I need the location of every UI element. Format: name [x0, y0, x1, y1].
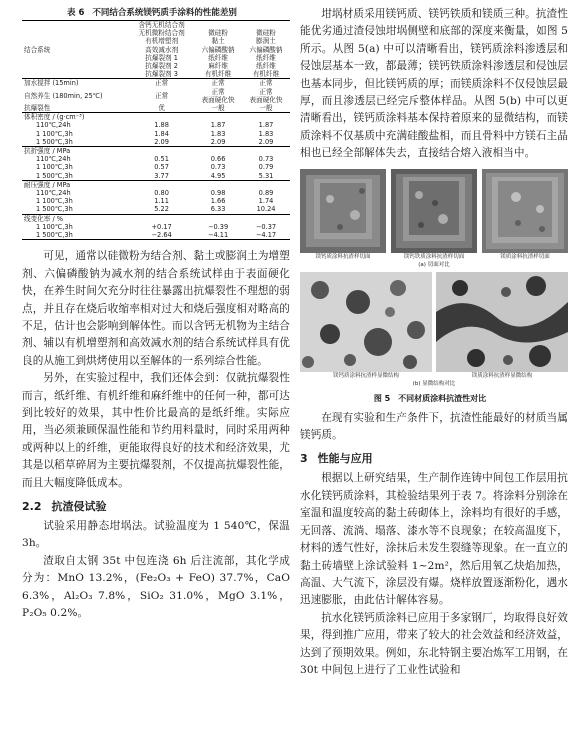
figure-number: 图 5: [373, 393, 391, 403]
right-paragraph-1: 坩埚材质采用镁钙质、镁钙铁质和镁质三种。抗渣性能优劣通过渣侵蚀坩埚侧壁和底部的深度来衡量，如图 5 所示。从图 5(a) 中可以清晰看出，镁钙质涂料渗透层和侵蚀层基本一致，都最薄；镁钙铁质涂料渗透层和侵蚀层也基本同步，但比镁钙质的厚；而镁质涂料不仅侵蚀层最厚，而且渗透层已经完斥整体样品。从图 5(b) 中可以更清晰看出，镁钙质涂料基本保持着原来的显微结构，而镁质涂料不仅基质中充满硅酸盐相，而且骨料中方镁石主晶相也已经全部解体失去，直接结合熔入液相当中。: [300, 8, 568, 160]
photo-caption: 镁钙质涂料抗渣样切面: [315, 253, 371, 260]
table-row: [22, 88, 290, 104]
table-row: [22, 79, 290, 88]
table-row: [22, 189, 290, 197]
table-group-row: [22, 113, 290, 122]
table-row: [22, 197, 290, 205]
left-paragraph-4: 渣取自太钢 35t 中包连浇 6h 后注流部，其化学成分为：MnO 13.2%，(Fe₂O₃ + FeO) 37.7%，CaO 6.3%，Al₂O₃ 7.8%，SiO₂ 31.0%，MgO 3.1%，P₂O₅ 0.2%。: [22, 554, 290, 619]
table-cell: 2.09: [210, 137, 226, 146]
table-cell: 1.87: [258, 121, 274, 130]
table-group-row: [22, 180, 290, 189]
left-paragraph-2: 另外，在实验过程中，我们还体会到：仅就抗爆裂性而言，纸纤维、有机纤维和麻纤维中的任何一种，都可达到比较好的效果，其中性价比最高的是纸纤维。实际应用，当必须兼顾保温性能和节约用料量时，同时采用两种或两种以上的纤维，更能取得良好的技术和经济效果，尤其是以稻草碎屑为主要抗爆裂剂，不仅提高抗爆裂性能，而且大幅度降低成本。: [22, 372, 290, 489]
cross-section-photo: [482, 169, 568, 253]
table-cell: 0.57: [154, 163, 169, 172]
table-cell: 2.09: [258, 137, 274, 146]
table-cell: 5.31: [258, 171, 274, 180]
figure-row-a: [300, 169, 568, 261]
cross-section-photo: [300, 169, 386, 253]
table-cell: 一般: [259, 104, 273, 113]
section-heading-3: [300, 450, 568, 466]
photo-caption: 镁钙铁质涂料抗渣样切面: [403, 253, 465, 260]
figure-subcaption-b: (b) 显微结构对比: [412, 380, 456, 387]
table-cell: −2.64: [129, 231, 194, 240]
table-cell: −0.39: [207, 222, 229, 231]
table-condition: 1 100℃,3h: [36, 222, 73, 231]
table-cell: 有机纤维: [204, 70, 232, 79]
table-cell: 微硅粉: [208, 29, 228, 38]
table-condition: 110℃,24h: [36, 155, 71, 164]
table-condition: 110℃,24h: [36, 189, 71, 198]
table-row: [22, 205, 290, 214]
table-condition: 1 500℃,3h: [22, 231, 129, 240]
table-cell: 六偏磷酸钠: [249, 45, 283, 54]
table-row: [22, 121, 290, 129]
right-paragraph-2: 在现有实验和生产条件下，抗渣性能最好的材质当属镁钙质。: [300, 411, 568, 442]
photo-cell-a2: [391, 169, 477, 261]
table-row: [22, 138, 290, 147]
table-cell: 一般: [211, 104, 225, 113]
table-row: [22, 223, 290, 231]
table-row: [22, 130, 290, 138]
table-cell: [194, 21, 242, 30]
table-cell: 微硅粉: [256, 29, 276, 38]
right-column: [300, 6, 568, 679]
table-cell: 纸纤维: [208, 53, 228, 62]
table-cell: 0.51: [154, 155, 169, 164]
table-cell: 含钙无机结合剂: [129, 21, 194, 30]
table-cell: 正常: [242, 79, 290, 88]
table-cell: 0.89: [258, 189, 274, 198]
table-cell: 麻纤维: [208, 62, 228, 71]
table-condition: 1 500℃,3h: [36, 137, 73, 146]
table-cell: 正常: [155, 91, 169, 100]
section-title: 抗渣侵试验: [51, 499, 107, 513]
table-cell: 1.11: [154, 197, 169, 206]
right-paragraph-4: 抗水化镁钙质涂料已应用于多家钢厂，均取得良好效果，得到推广应用，带来了较大的社会效益和经济效益，达到了预期效果。例如，东北特钢主要冶炼军工用钢，在 30t 中间包上进行了工业性试验和: [300, 611, 568, 676]
table-condition: 1 500℃,3h: [36, 205, 73, 214]
table-cell: 抗爆裂剂 1: [145, 53, 178, 62]
table-condition: 110℃,24h: [36, 121, 71, 130]
table-cell: 4.95: [210, 171, 226, 180]
table-cell: 6.33: [210, 205, 226, 214]
section-number: 2.2: [22, 499, 42, 513]
table-cell: 抗爆裂剂 3: [145, 70, 178, 79]
table-header-row: [22, 21, 290, 30]
figure-title: 不同材质涂料抗渣性对比: [398, 393, 487, 403]
table-group-row: [22, 147, 290, 156]
table-cell: 高效减水剂: [145, 45, 179, 54]
table-group-label: 结合系统: [22, 21, 129, 79]
table-cell: 1.87: [210, 121, 226, 130]
table-row: [22, 231, 290, 240]
left-column: [22, 6, 290, 622]
table-cell: 正常 表面硬化快: [201, 87, 235, 104]
figure-5: [300, 169, 568, 404]
table-group-label: 耐压强度 / MPa: [22, 180, 290, 189]
photo-caption: 镁质涂料抗渣样切面: [500, 253, 550, 260]
photo-cell-b1: [300, 272, 432, 380]
right-paragraph-3: 根据以上研究结果，生产制作连铸中间包工作层用抗水化镁钙质涂料，其检验结果列于表 7。将涂料分别涂在室温和温度较高的黏土砖砌体上，涂料均有很好的手感，无回落、流淌、塌落、漆水等不良现象；在较高温度下，材料的透气性好，涂抹后未发生裂缝等现象。在一直立的黏土砖墙壁上涂试验料 1~2m²，然后用氧乙炔焰加热，高温、大气流下，涂层没有爆。烧样放置逐渐粉化，遇水迅速膨胀，由此估计解体容易。: [300, 472, 568, 607]
table-row-label: 抗爆裂性: [24, 104, 51, 113]
performance-table: [22, 20, 290, 240]
cross-section-photo: [391, 169, 477, 253]
table-cell: 抗爆裂剂 2: [145, 62, 178, 71]
photo-cell-a3: [482, 169, 568, 261]
table-number: 表 6: [67, 8, 85, 18]
table-cell: 正常: [129, 79, 194, 88]
microstructure-photo: [436, 272, 568, 372]
table-cell: 3.77: [154, 171, 169, 180]
table-cell: 0.73: [258, 155, 274, 164]
table-cell: [242, 21, 290, 30]
table-group-label: 线变化率 / %: [22, 214, 290, 223]
table-cell: −0.37: [255, 222, 277, 231]
table-row: [22, 104, 290, 113]
table-condition: 1 100℃,3h: [36, 197, 73, 206]
table-row: [22, 172, 290, 181]
table-cell: 无机微粉结合剂: [138, 29, 185, 38]
table-row: [22, 163, 290, 171]
table-condition: 1 500℃,3h: [36, 171, 73, 180]
figure-subcaption-a: (a) 切面对比: [418, 261, 450, 268]
table-cell: 0.73: [210, 163, 226, 172]
table-cell: 正常: [194, 79, 242, 88]
table-cell: 有机增塑剂: [145, 37, 179, 46]
table-cell: 0.98: [210, 189, 226, 198]
section-number: 3: [300, 452, 308, 466]
table-cell: 膨润土: [256, 37, 276, 46]
table-cell: 纸纤维: [256, 53, 276, 62]
table-cell: 正常 表面硬化快: [249, 87, 283, 104]
table-cell: 纸纤维: [256, 62, 276, 71]
table-group-label: 体积密度 / (g·cm⁻³): [22, 113, 290, 122]
table-cell: 5.22: [154, 205, 169, 214]
table-cell: 0.79: [258, 163, 274, 172]
table-caption: [22, 6, 290, 18]
photo-cell-b2: [436, 272, 568, 380]
table-row: [22, 155, 290, 163]
left-paragraph-1: 可见，通常以硅微粉为结合剂、黏土或膨润土为增塑剂、六偏磷酸钠为减水剂的结合系统试样由于表面硬化快，在养生时间欠充分时往往暴露出抗爆裂性不理想的弱点，并且存在烧后收缩率相对过大和烧后强度相对略高的不足，估计也会影响到解体性。而以含钙无机物为主结合剂、辅以有机增塑剂和高效减水剂的结合系统试样具有优良的从施工到烘烤使用以至解体的一系列综合性能。: [22, 250, 290, 367]
table-cell: +0.17: [151, 222, 172, 231]
table-cell: 有机纤维: [252, 70, 280, 79]
table-cell: 黏土: [211, 37, 225, 46]
table-row-label: 加水搅拌 (15min): [22, 79, 129, 88]
table-cell: 六偏磷酸钠: [201, 45, 235, 54]
table-cell: −4.17: [242, 231, 290, 240]
table-cell: 1.83: [210, 129, 226, 138]
table-cell: −4.11: [194, 231, 242, 240]
photo-caption: 镁钙质涂料抗渣样显微结构: [332, 372, 399, 379]
table-condition: 1 100℃,3h: [36, 163, 73, 172]
table-row-label: 自然养生 (180min, 25℃): [24, 91, 103, 100]
table-cell: 1.83: [258, 129, 274, 138]
table-cell: 10.24: [256, 205, 276, 214]
table-cell: 2.09: [154, 137, 169, 146]
table-cell: 优: [158, 104, 165, 113]
table-title: 不同结合系统镁钙质手涂料的性能差别: [92, 8, 237, 18]
table-group-row: [22, 214, 290, 223]
table-cell: 0.80: [154, 189, 169, 198]
table-cell: 1.84: [154, 129, 169, 138]
photo-caption: 镁质涂料抗渣样显微结构: [471, 372, 533, 379]
table-cell: 1.88: [154, 121, 169, 130]
table-cell: 1.66: [210, 197, 226, 206]
table-group-label: 抗折强度 / MPa: [22, 147, 290, 156]
microstructure-photo: [300, 272, 432, 372]
section-heading-2-2: [22, 498, 290, 514]
table-condition: 1 100℃,3h: [36, 129, 73, 138]
table-cell: 0.66: [210, 155, 226, 164]
figure-caption: [300, 393, 568, 404]
left-paragraph-3: 试验采用静态坩埚法。试验温度为 1 540℃，保温 3h。: [22, 519, 290, 550]
figure-row-b: [300, 272, 568, 380]
photo-cell-a1: [300, 169, 386, 261]
table-cell: 1.74: [258, 197, 274, 206]
section-title: 性能与应用: [317, 452, 373, 466]
